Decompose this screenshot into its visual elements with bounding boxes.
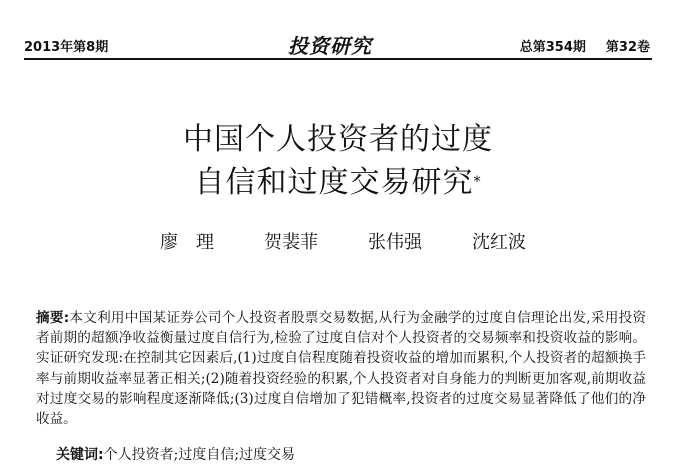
journal-name: 投资研究: [288, 34, 372, 58]
author-name: 张伟强: [368, 232, 422, 253]
header-rule: [24, 58, 652, 60]
paper-title: [0, 118, 676, 204]
author-list: [160, 228, 580, 254]
issue-label: 2013年第8期: [24, 40, 109, 55]
keywords-text: 个人投资者;过度自信;过度交易: [103, 447, 296, 463]
volume-label: 第32卷: [605, 40, 650, 55]
title-line-1: 中国个人投资者的过度: [183, 122, 493, 157]
abstract-text: 本文利用中国某证券公司个人投资者股票交易数据,从行为金融学的过度自信理论出发,采用投资者前期的超额净收益衡量过度自信行为,检验了过度自信对个人投资者的交易频率和投资收益的影响。实证研究发现:在控制其它因素后,(1)过度自信程度随着投资收益的增加而累积,个人投资者的超额换手率与前期收益率显著正相关;(2)随着投资经验的积累,个人投资者对自身能力的判断更加客观,前期收益对过度交易的影响程度逐渐降低;(3)过度自信增加了犯错概率,投资者的过度交易显著降低了他们的净收益。: [36, 310, 647, 428]
author-name: 廖 理: [160, 232, 214, 253]
total-issue-label: 总第354期: [519, 40, 586, 55]
abstract-label: 摘要:: [36, 310, 70, 326]
issue-info: [520, 36, 650, 55]
author-name: 贺裴菲: [264, 232, 318, 253]
keywords: [56, 444, 295, 464]
title-line-2: [0, 161, 676, 204]
author-name: 沈红波: [472, 232, 526, 253]
abstract: [36, 308, 646, 429]
title-footnote-mark: *: [473, 174, 482, 190]
title-line-2-text: 自信和过度交易研究: [194, 165, 474, 200]
keywords-label: 关键词:: [56, 447, 104, 463]
page-header: [0, 0, 676, 62]
